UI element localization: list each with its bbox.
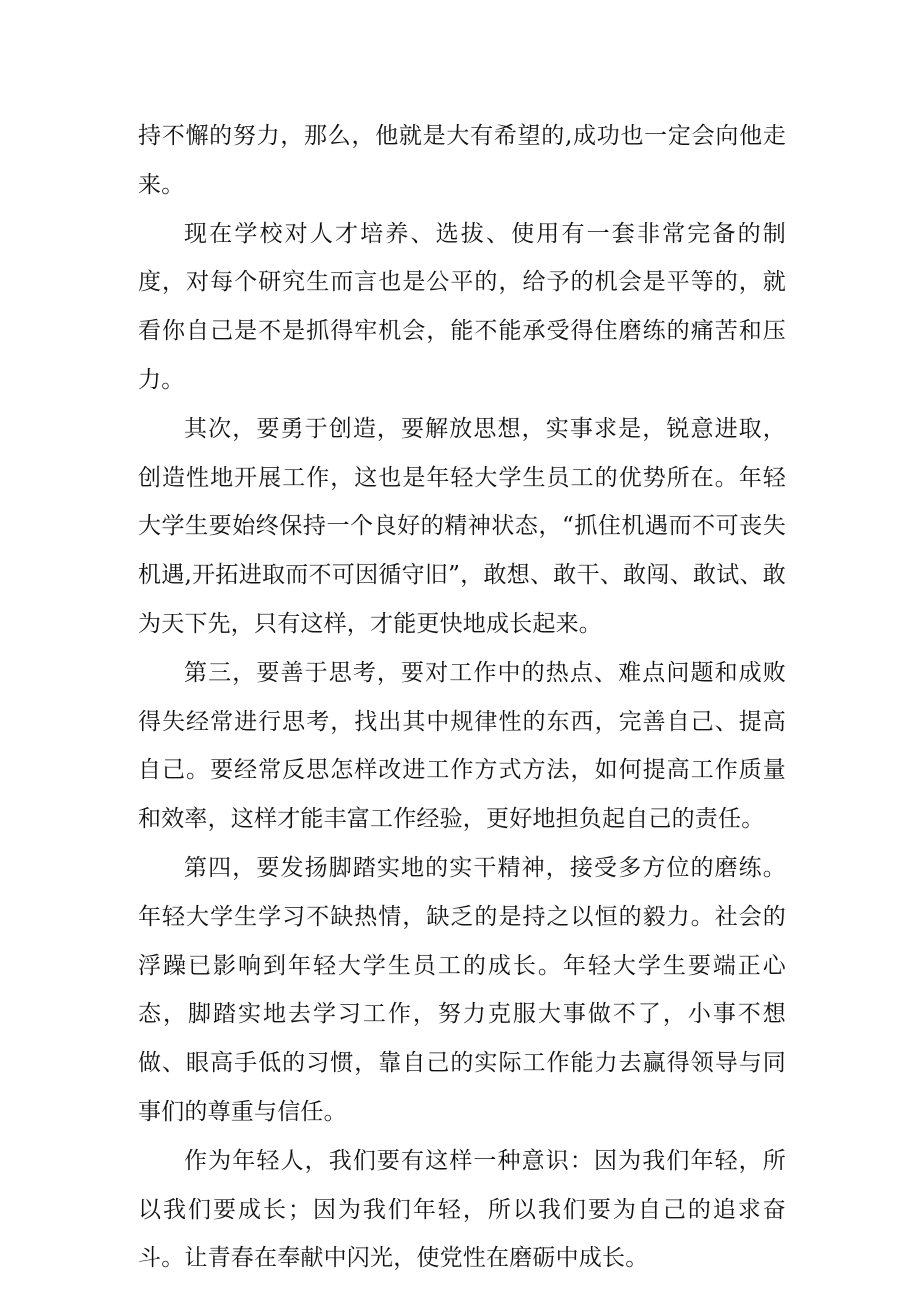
- body-text: [138, 112, 786, 1283]
- paragraph-1: 持不懈的努力，那么，他就是大有希望的,成功也一定会向他走来。: [138, 123, 786, 198]
- paragraph-5: 第四，要发扬脚踏实地的实干精神，接受多方位的磨练。年轻大学生学习不缺热情，缺乏的是持之以恒的毅力。社会的浮躁已影响到年轻大学生员工的成长。年轻大学生要端正心态，脚踏实地去学习工作，努力克服大事做不了，小事不想做、眼高手低的习惯，靠自己的实际工作能力去赢得领导与同事们的尊重与信任。: [138, 854, 786, 1125]
- paragraph-4: 第三，要善于思考，要对工作中的热点、难点问题和成败得失经常进行思考，找出其中规律性的东西，完善自己、提高自己。要经常反思怎样改进工作方式方法，如何提高工作质量和效率，这样才能丰富工作经验，更好地担负起自己的责任。: [138, 659, 786, 833]
- paragraph-3: 其次，要勇于创造，要解放思想，实事求是，锐意进取，创造性地开展工作，这也是年轻大学生员工的优势所在。年轻大学生要始终保持一个良好的精神状态，“抓住机遇而不可丧失机遇,开拓进取而不可因循守旧”，敢想、敢干、敢闯、敢试、敢为天下先，只有这样，才能更快地成长起来。: [138, 415, 786, 637]
- paragraph-2: 现在学校对人才培养、选拔、使用有一套非常完备的制度，对每个研究生而言也是公平的，给予的机会是平等的，就看你自己是不是抓得牢机会，能不能承受得住磨练的痛苦和压力。: [138, 220, 786, 393]
- paragraph-6: 作为年轻人，我们要有这样一种意识：因为我们年轻，所以我们要成长；因为我们年轻，所以我们要为自己的追求奋斗。让青春在奉献中闪光，使党性在磨砺中成长。: [138, 1147, 786, 1272]
